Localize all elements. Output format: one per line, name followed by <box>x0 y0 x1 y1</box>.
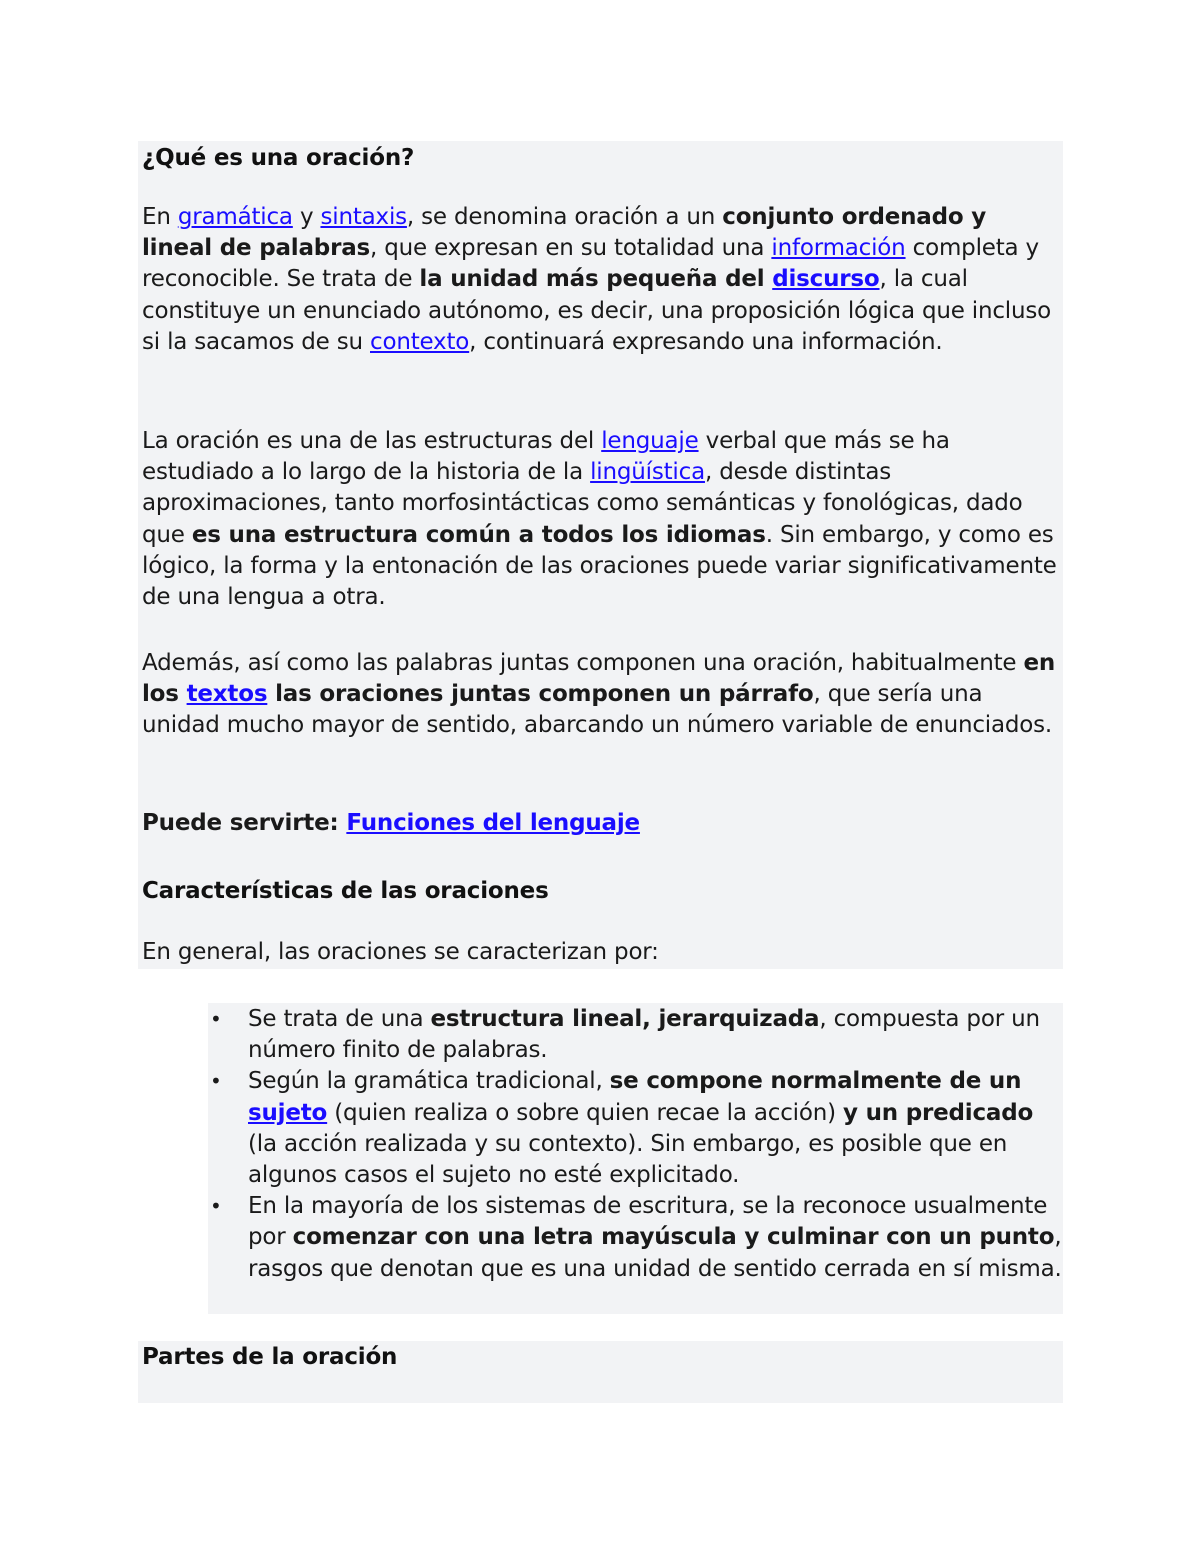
link-funciones-del-lenguaje[interactable]: Funciones del lenguaje <box>346 810 640 836</box>
text: completa y reconocible. Se trata de <box>142 235 1039 293</box>
text: , compuesta por un número finito de palabras. <box>248 1006 1040 1064</box>
text: Según la gramática tradicional, <box>248 1068 610 1095</box>
link-informacion[interactable]: información <box>771 235 906 262</box>
paragraph-estructura <box>142 426 1060 613</box>
text: En <box>142 204 178 230</box>
text: (la acción realizada y su contexto). Sin embargo, es posible que en algunos casos el sujeto no esté explicitado. <box>248 1130 1008 1189</box>
heading-caracteristicas: Características de las oraciones <box>142 878 549 904</box>
text: , que sería una unidad mucho mayor de sentido, abarcando un número variable de enunciados. <box>142 681 1053 739</box>
text: y <box>292 204 321 230</box>
bold-text: es una estructura común a todos los idiomas <box>191 521 766 548</box>
text: , rasgos que denotan que es una unidad de sentido cerrada en sí misma. <box>248 1224 1062 1282</box>
text: La oración es una de las estructuras del <box>142 428 602 454</box>
link-discurso[interactable]: discurso <box>772 266 880 293</box>
bold-text: estructura lineal, jerarquizada <box>430 1006 820 1032</box>
text: Se trata de una <box>248 1006 431 1032</box>
bold-text: se compone normalmente de un <box>609 1068 1022 1095</box>
link-linguistica[interactable]: lingüística <box>590 459 705 486</box>
link-textos[interactable]: textos <box>186 681 268 708</box>
text: , desde distintas aproximaciones, tanto morfosintácticas como semánticas y fonológicas, dado que <box>142 459 1023 548</box>
link-lenguaje[interactable]: lenguaje <box>601 428 699 454</box>
list-item <box>210 1004 1062 1066</box>
paragraph-puede-servirte <box>142 808 1060 839</box>
bold-text: la unidad más pequeña del <box>419 266 773 293</box>
text: (quien realiza o sobre quien recae la acción) <box>327 1099 843 1126</box>
bold-text: Puede servirte: <box>142 810 347 836</box>
bold-text: comenzar con una letra mayúscula y culminar con un punto <box>292 1224 1055 1251</box>
bold-text: las oraciones juntas componen un párrafo <box>267 681 814 708</box>
list-caracteristicas <box>210 1004 1062 1285</box>
link-contexto[interactable]: contexto <box>370 328 470 355</box>
heading-partes-de-la-oracion: Partes de la oración <box>142 1344 398 1370</box>
text: , la cual constituye un enunciado autónomo, es decir, una proposición lógica que incluso si la sacamos de su <box>142 266 1052 355</box>
bold-text: en los <box>142 650 1056 708</box>
paragraph-definition <box>142 202 1060 358</box>
text: verbal que más se ha estudiado a lo largo de la historia de la <box>142 428 950 486</box>
list-item <box>210 1191 1062 1285</box>
text: , continuará expresando una información. <box>469 328 943 355</box>
text: En la mayoría de los sistemas de escritura, se la reconoce usualmente por <box>248 1193 1048 1251</box>
paragraph-parrafo <box>142 648 1060 742</box>
link-sintaxis[interactable]: sintaxis <box>320 204 407 230</box>
link-sujeto[interactable]: sujeto <box>248 1099 328 1126</box>
text: , se denomina oración a un <box>406 204 723 230</box>
text: Además, así como las palabras juntas componen una oración, habitualmente <box>142 650 1024 676</box>
text: . Sin embargo, y como es lógico, la forma y la entonación de las oraciones puede variar significativamente de una lengua a otra. <box>142 521 1057 611</box>
bold-text: y un predicado <box>842 1099 1034 1126</box>
paragraph-intro-caracteristicas: En general, las oraciones se caracterizan por: <box>142 939 659 965</box>
text: , que expresan en su totalidad una <box>370 235 772 262</box>
list-item <box>210 1066 1062 1191</box>
bold-text: conjunto ordenado y lineal de palabras <box>142 204 987 262</box>
heading-que-es-una-oracion: ¿Qué es una oración? <box>142 145 415 171</box>
link-gramatica[interactable]: gramática <box>177 204 293 230</box>
